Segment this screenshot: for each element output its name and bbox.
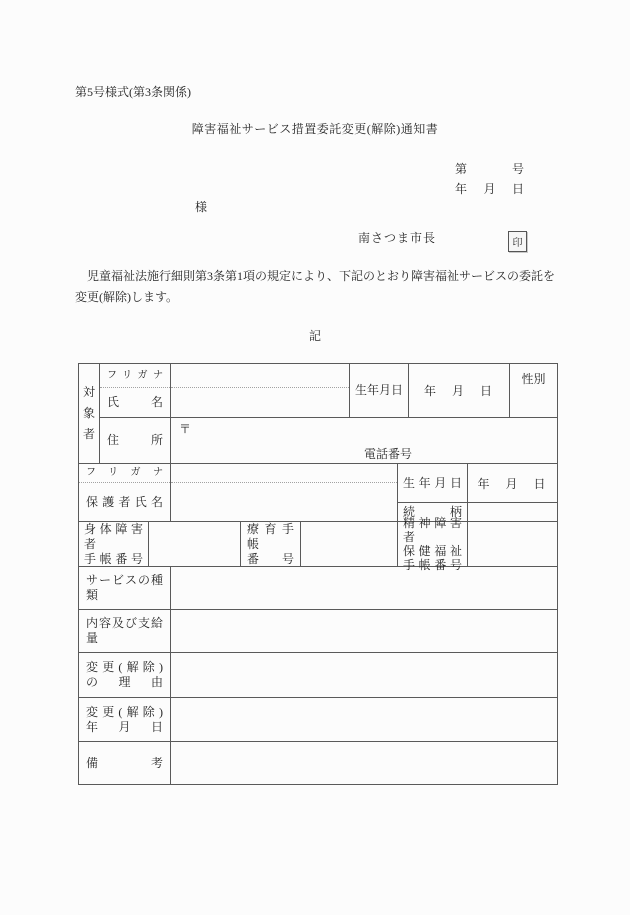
guardian-name-label: 保護者氏名 [86, 494, 163, 509]
rehab-booklet-value-cell [301, 522, 398, 567]
physical-booklet-label-line2: 手帳番号 [84, 551, 143, 566]
rehab-booklet-label-cell [241, 522, 301, 567]
relationship-label: 続柄 [403, 504, 462, 519]
service-type-label-cell [79, 567, 171, 610]
seal-mark: 印 [512, 238, 523, 249]
guardian-name-value-field [171, 483, 397, 521]
change-reason-label-cell [79, 653, 171, 698]
address-label-cell [100, 418, 171, 464]
physical-booklet-value-cell [149, 522, 241, 567]
addressee-honorific: 様 [195, 200, 208, 214]
content-supply-value-cell [171, 610, 557, 653]
change-reason-label-line1: 変更(解除) [86, 660, 163, 674]
address-label: 住所 [107, 433, 163, 447]
form-number: 第5号様式(第3条関係) [75, 85, 191, 99]
name-value-field [171, 388, 349, 417]
mental-booklet-label-line2: 保健福祉 [403, 544, 462, 558]
birthdate-label-cell [350, 364, 409, 418]
name-label: 氏名 [107, 395, 163, 409]
guardian-birthdate-placeholder: 年 月 日 [477, 476, 548, 491]
remarks-label: 備考 [86, 755, 163, 770]
body-paragraph-line2: 変更(解除)します。 [75, 290, 179, 304]
subject-vertical-header [79, 364, 100, 464]
date-year-label: 年 [455, 182, 468, 196]
section-mark: 記 [308, 329, 321, 343]
date-day-label: 日 [511, 182, 524, 196]
form-table [78, 363, 558, 785]
gender-label: 性別 [521, 372, 546, 386]
seal-mark-box [508, 231, 527, 252]
gender-cell [510, 364, 557, 418]
guardian-name-value-cell [171, 464, 398, 522]
name-label-cell [100, 364, 171, 418]
furigana-label: フリガナ [107, 369, 163, 381]
subject-char-1: 対 [82, 385, 95, 399]
birthdate-value-cell [409, 364, 510, 418]
sender-title: 南さつま市長 [358, 231, 437, 245]
content-supply-label: 内容及び支給量 [86, 616, 163, 645]
change-date-value-cell [171, 698, 557, 742]
mental-booklet-label-cell [398, 516, 468, 572]
rehab-booklet-label-line2: 番号 [247, 551, 294, 566]
guardian-birthdate-value-cell [468, 464, 557, 503]
content-supply-label-cell [79, 610, 171, 653]
service-type-label: サービスの種類 [86, 573, 163, 602]
document-number-suffix: 号 [511, 162, 524, 176]
mental-booklet-label-line3: 手帳番号 [403, 558, 462, 572]
address-value-cell [171, 418, 557, 464]
physical-booklet-label-cell [79, 522, 149, 567]
issue-date-line [455, 181, 524, 197]
rehab-booklet-label-line1: 療育手帳 [247, 521, 294, 551]
service-type-value-cell [171, 567, 557, 610]
change-date-label-line2: 年月日 [86, 719, 163, 734]
postal-mark: 〒 [179, 422, 192, 436]
furigana-value-field [171, 364, 349, 388]
change-date-label-cell [79, 698, 171, 742]
body-paragraph [75, 266, 558, 308]
change-reason-value-cell [171, 653, 557, 698]
mental-booklet-label-line1: 精神障害者 [403, 516, 462, 544]
guardian-birthdate-label-cell [398, 464, 468, 503]
phone-label: 電話番号 [364, 447, 413, 461]
relationship-value-cell [468, 503, 557, 522]
change-reason-label-line2: の理由 [86, 675, 163, 689]
mental-booklet-value-cell [468, 522, 557, 567]
name-value-cell [171, 364, 350, 418]
remarks-value-cell [171, 742, 557, 784]
birthdate-label: 生年月日 [354, 383, 403, 397]
subject-char-2: 象 [82, 406, 95, 420]
change-date-label-line1: 変更(解除) [86, 704, 163, 719]
document-number-prefix: 第 [455, 162, 468, 176]
document-title: 障害福祉サービス措置委託変更(解除)通知書 [191, 122, 439, 136]
guardian-label-cell [79, 464, 171, 522]
document-number-line [455, 161, 524, 177]
physical-booklet-label-line1: 身体障害者 [84, 521, 143, 551]
birthdate-value-placeholder: 年 月 日 [423, 384, 494, 398]
subject-char-3: 者 [82, 427, 95, 441]
remarks-label-cell [79, 742, 171, 784]
date-month-label: 月 [483, 182, 496, 196]
guardian-furigana-value-field [171, 464, 397, 483]
guardian-birthdate-label: 生年月日 [403, 475, 462, 490]
guardian-furigana-label: フリガナ [86, 467, 163, 478]
body-paragraph-line1: 児童福祉法施行細則第3条第1項の規定により、下記のとおり障害福祉サービスの委託を [87, 269, 556, 283]
